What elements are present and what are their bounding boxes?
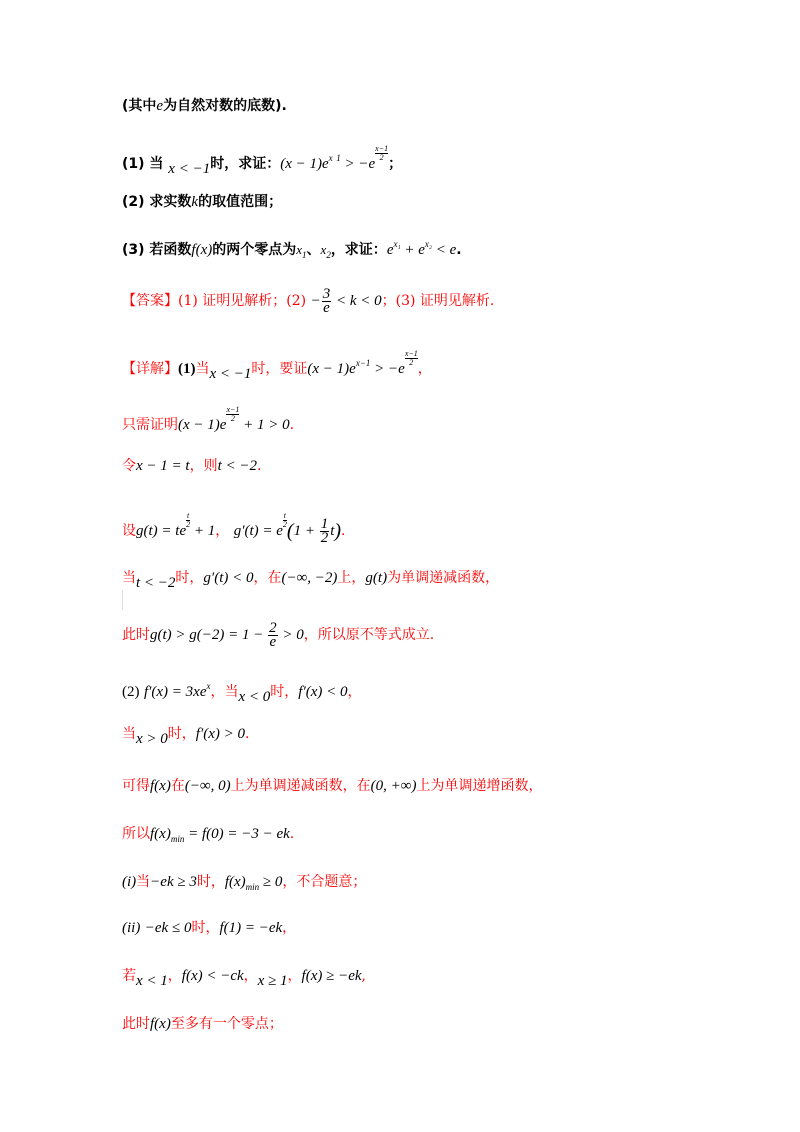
- problem-part-2: (2) 求实数k的取值范围；: [122, 194, 283, 210]
- step-13: 此时f(x)至多有一个零点；: [122, 1016, 283, 1032]
- step-4: 当t < −2时，g′(t) < 0，在(−∞, −2)上，g(t)为单调递减函数，: [122, 570, 500, 591]
- step-10: (i)当−ek ≥ 3时，$f(x)_{min} \ge 0$，不合题意；: [122, 874, 367, 892]
- problem-part-3: (3) 若函数f(x)的两个零点为$x_1$、$x_2$，求证：$e^{x_1} + e^{x_2} < e$.: [122, 239, 462, 260]
- step-3: 设g(t) = te $\frac{t}{2}$ + 1， g′(t) = e $\frac{t}{2}$ (1 + $\frac{1}{2}$ t).: [122, 511, 346, 547]
- step-12: 若x < 1，f(x) < −ck，x ≥ 1，f(x) ≥ −ek,: [122, 968, 366, 989]
- step-7: 当x > 0时，f′(x) > 0.: [122, 726, 250, 747]
- step-8: 可得f(x)在(−∞, 0)上为单调递减函数，在(0, +∞)上为单调递增函数，: [122, 778, 543, 794]
- step-11: (ii) −ek ≤ 0时，f(1) = −ek，: [122, 920, 297, 936]
- detail-line: 【详解】(1)当x < −1时，要证$(x - 1)e^{x-1} > -e$ $\frac{x-1}{2}$ ，: [122, 349, 432, 382]
- step-1: 只需证明(x − 1)e $\frac{x-1}{2}$ + 1 > 0.: [122, 405, 295, 433]
- problem-intro: (其中e为自然对数的底数).: [122, 98, 287, 114]
- step-2: 令x − 1 = t，则t < −2.: [122, 458, 262, 474]
- margin-mark: [122, 590, 123, 610]
- step-6: (2) $f'(x) = 3xe^x$，当x < 0时，f′(x) < 0，: [122, 681, 362, 705]
- problem-part-1: (1) 当 x < −1时，求证：$(x - 1)e^{x 1} > -e$ $\frac{x-1}{2}$ ；: [122, 144, 403, 177]
- step-5: 此时g(t) > g(−2) = 1 − $\frac{2}{e}$ > 0，所以原不等式成立.: [122, 620, 435, 650]
- answer-line: 【答案】(1) 证明见解析；(2) − $\frac{3}{e}$ < k < 0；(3) 证明见解析.: [122, 286, 495, 316]
- step-9: 所以$f(x)_{min} = f(0) = -3$ − ek.: [122, 826, 295, 844]
